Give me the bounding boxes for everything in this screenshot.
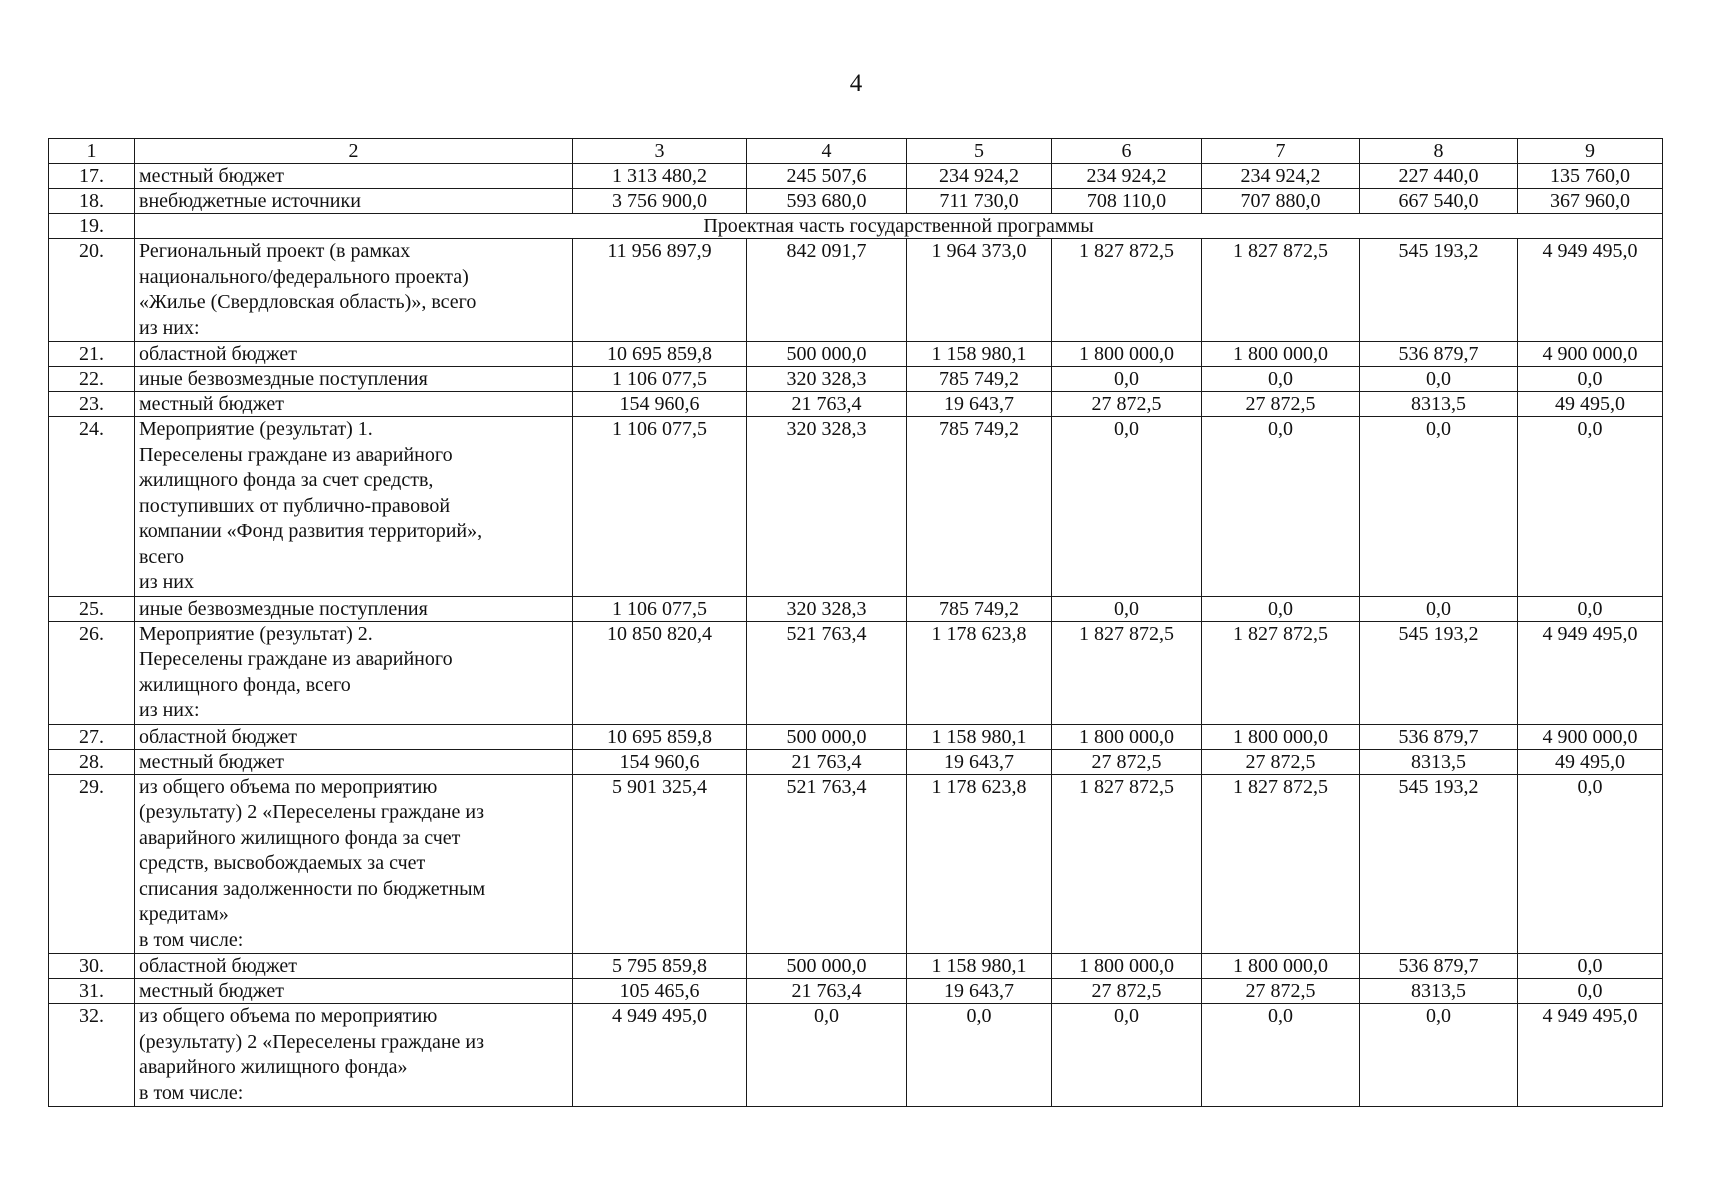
value-cell: 593 680,0: [747, 189, 907, 214]
table-row: [49, 1004, 1663, 1107]
value-cell: 0,0: [1202, 1004, 1360, 1107]
value-cell: 19 643,7: [907, 749, 1052, 774]
table-row: [49, 954, 1663, 979]
value-cell: 0,0: [1360, 367, 1518, 392]
value-cell: 27 872,5: [1052, 979, 1202, 1004]
value-cell: 1 800 000,0: [1052, 342, 1202, 367]
row-label: иные безвозмездные поступления: [135, 596, 573, 621]
value-cell: 0,0: [1518, 774, 1663, 954]
section-title: Проектная часть государственной программы: [135, 214, 1663, 239]
row-number: 28.: [49, 749, 135, 774]
row-label: иные безвозмездные поступления: [135, 367, 573, 392]
table-row: [49, 164, 1663, 189]
value-cell: 320 328,3: [747, 417, 907, 597]
value-cell: 135 760,0: [1518, 164, 1663, 189]
value-cell: 1 800 000,0: [1202, 342, 1360, 367]
value-cell: 0,0: [907, 1004, 1052, 1107]
value-cell: 8313,5: [1360, 749, 1518, 774]
header-cell: 8: [1360, 139, 1518, 164]
value-cell: 4 949 495,0: [573, 1004, 747, 1107]
value-cell: 1 964 373,0: [907, 239, 1052, 342]
row-label: Мероприятие (результат) 1. Переселены граждане из аварийного жилищного фонда за счет средств, поступивших от публично-правовой компании «Фонд развития территорий», всего из них: [135, 417, 573, 597]
header-cell: 4: [747, 139, 907, 164]
header-cell: 1: [49, 139, 135, 164]
table-row: [49, 417, 1663, 597]
row-label: внебюджетные источники: [135, 189, 573, 214]
value-cell: 21 763,4: [747, 979, 907, 1004]
budget-table: [48, 138, 1663, 1107]
value-cell: 0,0: [1360, 417, 1518, 597]
value-cell: 11 956 897,9: [573, 239, 747, 342]
header-cell: 6: [1052, 139, 1202, 164]
value-cell: 1 827 872,5: [1052, 239, 1202, 342]
row-label: местный бюджет: [135, 392, 573, 417]
value-cell: 4 949 495,0: [1518, 1004, 1663, 1107]
value-cell: 27 872,5: [1052, 749, 1202, 774]
table-row: [49, 724, 1663, 749]
value-cell: 1 178 623,8: [907, 621, 1052, 724]
row-number: 18.: [49, 189, 135, 214]
row-number: 25.: [49, 596, 135, 621]
row-number: 24.: [49, 417, 135, 597]
row-label: Региональный проект (в рамках национального/федерального проекта) «Жилье (Свердловская область)», всего из них:: [135, 239, 573, 342]
value-cell: 27 872,5: [1202, 979, 1360, 1004]
value-cell: 1 313 480,2: [573, 164, 747, 189]
value-cell: 10 695 859,8: [573, 724, 747, 749]
value-cell: 154 960,6: [573, 392, 747, 417]
value-cell: 545 193,2: [1360, 239, 1518, 342]
value-cell: 0,0: [1202, 367, 1360, 392]
value-cell: 367 960,0: [1518, 189, 1663, 214]
value-cell: 245 507,6: [747, 164, 907, 189]
value-cell: 0,0: [1052, 417, 1202, 597]
row-number: 21.: [49, 342, 135, 367]
value-cell: 707 880,0: [1202, 189, 1360, 214]
value-cell: 521 763,4: [747, 774, 907, 954]
value-cell: 234 924,2: [907, 164, 1052, 189]
row-label: Мероприятие (результат) 2. Переселены граждане из аварийного жилищного фонда, всего из них:: [135, 621, 573, 724]
value-cell: 320 328,3: [747, 596, 907, 621]
value-cell: 0,0: [1202, 596, 1360, 621]
table-row: [49, 239, 1663, 342]
row-label: областной бюджет: [135, 724, 573, 749]
value-cell: 785 749,2: [907, 596, 1052, 621]
value-cell: 0,0: [1360, 1004, 1518, 1107]
row-number: 19.: [49, 214, 135, 239]
table-row: [49, 189, 1663, 214]
row-number: 29.: [49, 774, 135, 954]
value-cell: 1 158 980,1: [907, 342, 1052, 367]
value-cell: 0,0: [1052, 1004, 1202, 1107]
value-cell: 1 827 872,5: [1052, 621, 1202, 724]
value-cell: 500 000,0: [747, 724, 907, 749]
row-number: 22.: [49, 367, 135, 392]
value-cell: 1 827 872,5: [1202, 621, 1360, 724]
value-cell: 536 879,7: [1360, 342, 1518, 367]
row-number: 30.: [49, 954, 135, 979]
value-cell: 1 158 980,1: [907, 954, 1052, 979]
value-cell: 521 763,4: [747, 621, 907, 724]
value-cell: 27 872,5: [1202, 749, 1360, 774]
value-cell: 785 749,2: [907, 367, 1052, 392]
row-number: 27.: [49, 724, 135, 749]
value-cell: 27 872,5: [1202, 392, 1360, 417]
value-cell: 4 949 495,0: [1518, 239, 1663, 342]
value-cell: 1 106 077,5: [573, 596, 747, 621]
table-row: [49, 749, 1663, 774]
value-cell: 234 924,2: [1202, 164, 1360, 189]
value-cell: 0,0: [1518, 367, 1663, 392]
table-row: [49, 774, 1663, 954]
value-cell: 536 879,7: [1360, 954, 1518, 979]
row-label: областной бюджет: [135, 954, 573, 979]
value-cell: 8313,5: [1360, 392, 1518, 417]
value-cell: 4 949 495,0: [1518, 621, 1663, 724]
row-number: 26.: [49, 621, 135, 724]
value-cell: 227 440,0: [1360, 164, 1518, 189]
value-cell: 4 900 000,0: [1518, 724, 1663, 749]
value-cell: 1 158 980,1: [907, 724, 1052, 749]
header-cell: 3: [573, 139, 747, 164]
row-label: местный бюджет: [135, 979, 573, 1004]
value-cell: 0,0: [1518, 954, 1663, 979]
header-cell: 9: [1518, 139, 1663, 164]
value-cell: 1 827 872,5: [1202, 774, 1360, 954]
value-cell: 0,0: [1518, 596, 1663, 621]
value-cell: 842 091,7: [747, 239, 907, 342]
value-cell: 10 850 820,4: [573, 621, 747, 724]
value-cell: 536 879,7: [1360, 724, 1518, 749]
table-row: [49, 367, 1663, 392]
header-row: [49, 139, 1663, 164]
value-cell: 21 763,4: [747, 749, 907, 774]
value-cell: 1 800 000,0: [1052, 724, 1202, 749]
value-cell: 49 495,0: [1518, 749, 1663, 774]
row-number: 20.: [49, 239, 135, 342]
value-cell: 0,0: [747, 1004, 907, 1107]
value-cell: 320 328,3: [747, 367, 907, 392]
value-cell: 1 800 000,0: [1202, 724, 1360, 749]
value-cell: 0,0: [1518, 979, 1663, 1004]
table-row: [49, 596, 1663, 621]
table-row: [49, 214, 1663, 239]
value-cell: 21 763,4: [747, 392, 907, 417]
value-cell: 708 110,0: [1052, 189, 1202, 214]
value-cell: 785 749,2: [907, 417, 1052, 597]
row-number: 32.: [49, 1004, 135, 1107]
table-row: [49, 392, 1663, 417]
row-number: 17.: [49, 164, 135, 189]
value-cell: 234 924,2: [1052, 164, 1202, 189]
value-cell: 49 495,0: [1518, 392, 1663, 417]
page-number: 4: [849, 70, 863, 97]
value-cell: 19 643,7: [907, 392, 1052, 417]
value-cell: 105 465,6: [573, 979, 747, 1004]
value-cell: 3 756 900,0: [573, 189, 747, 214]
table-body: [49, 139, 1663, 1107]
value-cell: 4 900 000,0: [1518, 342, 1663, 367]
value-cell: 1 827 872,5: [1202, 239, 1360, 342]
value-cell: 1 106 077,5: [573, 367, 747, 392]
table-row: [49, 621, 1663, 724]
value-cell: 0,0: [1518, 417, 1663, 597]
value-cell: 1 800 000,0: [1052, 954, 1202, 979]
value-cell: 1 800 000,0: [1202, 954, 1360, 979]
value-cell: 1 827 872,5: [1052, 774, 1202, 954]
value-cell: 154 960,6: [573, 749, 747, 774]
row-label: из общего объема по мероприятию (результату) 2 «Переселены граждане из аварийного жилищного фонда за счет средств, высвобождаемых за счет списания задолженности по бюджетным кредитам» в том числе:: [135, 774, 573, 954]
value-cell: 8313,5: [1360, 979, 1518, 1004]
value-cell: 1 106 077,5: [573, 417, 747, 597]
row-label: областной бюджет: [135, 342, 573, 367]
table-row: [49, 979, 1663, 1004]
value-cell: 1 178 623,8: [907, 774, 1052, 954]
value-cell: 19 643,7: [907, 979, 1052, 1004]
header-cell: 5: [907, 139, 1052, 164]
value-cell: 500 000,0: [747, 342, 907, 367]
value-cell: 0,0: [1052, 367, 1202, 392]
value-cell: 711 730,0: [907, 189, 1052, 214]
value-cell: 10 695 859,8: [573, 342, 747, 367]
row-label: местный бюджет: [135, 749, 573, 774]
header-cell: 7: [1202, 139, 1360, 164]
value-cell: 0,0: [1202, 417, 1360, 597]
row-number: 23.: [49, 392, 135, 417]
value-cell: 500 000,0: [747, 954, 907, 979]
value-cell: 545 193,2: [1360, 621, 1518, 724]
value-cell: 27 872,5: [1052, 392, 1202, 417]
row-number: 31.: [49, 979, 135, 1004]
value-cell: 5 901 325,4: [573, 774, 747, 954]
value-cell: 0,0: [1360, 596, 1518, 621]
row-label: из общего объема по мероприятию (результату) 2 «Переселены граждане из аварийного жилищного фонда» в том числе:: [135, 1004, 573, 1107]
value-cell: 667 540,0: [1360, 189, 1518, 214]
value-cell: 545 193,2: [1360, 774, 1518, 954]
row-label: местный бюджет: [135, 164, 573, 189]
value-cell: 5 795 859,8: [573, 954, 747, 979]
table-row: [49, 342, 1663, 367]
header-cell: 2: [135, 139, 573, 164]
value-cell: 0,0: [1052, 596, 1202, 621]
